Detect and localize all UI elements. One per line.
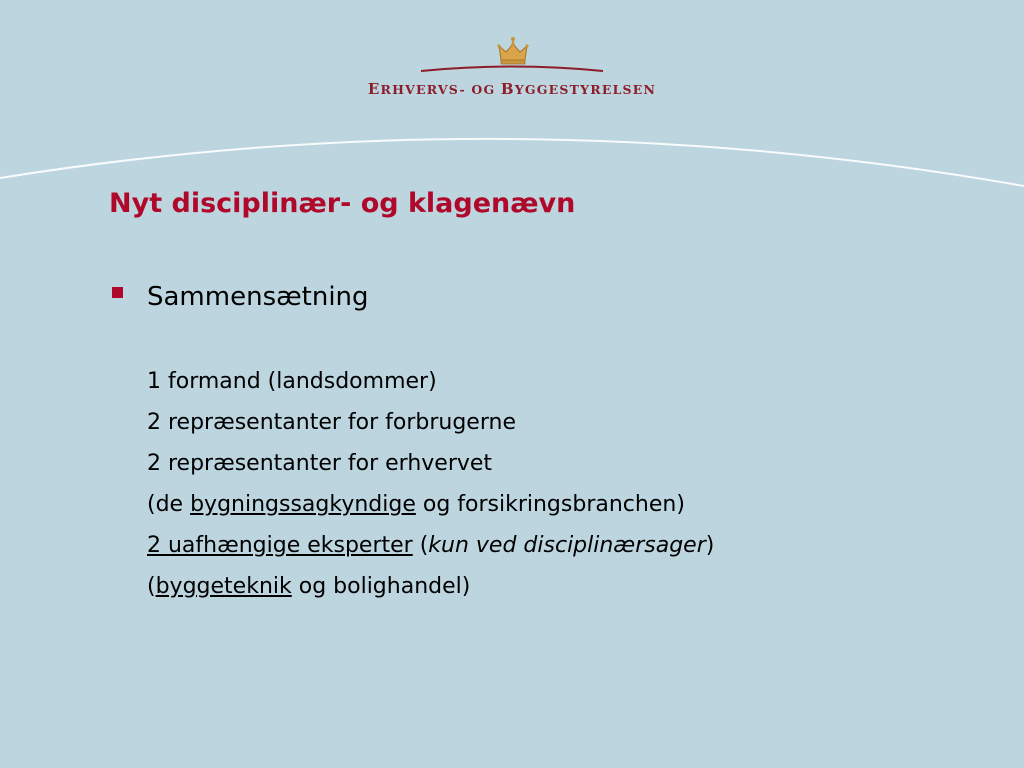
bullet-square-icon [112, 287, 123, 298]
list-line: (byggeteknik og bolighandel) [147, 574, 471, 599]
link-byggeteknik[interactable]: byggeteknik [155, 574, 292, 599]
list-line: (de bygningssagkyndige og forsikringsbranchen) [147, 492, 685, 517]
organization-name: ERHVERVS- OG BYGGESTYRELSEN [367, 80, 657, 98]
header-logo [0, 0, 1024, 110]
bullet-text: Sammensætning [147, 282, 369, 312]
bullet-item [112, 282, 369, 312]
link-bygningssagkyndige[interactable]: bygningssagkyndige [190, 492, 416, 517]
list-line: 2 repræsentanter for forbrugerne [147, 410, 516, 435]
link-uafhaengige-eksperter[interactable]: 2 uafhængige eksperter [147, 533, 413, 558]
slide-title: Nyt disciplinær- og klagenævn [109, 188, 576, 219]
list-line: 1 formand (landsdommer) [147, 369, 437, 394]
composition-list [147, 366, 714, 612]
list-line: 2 repræsentanter for erhvervet [147, 451, 493, 476]
list-line: 2 uafhængige eksperter (kun ved disciplinærsager) [147, 533, 715, 558]
